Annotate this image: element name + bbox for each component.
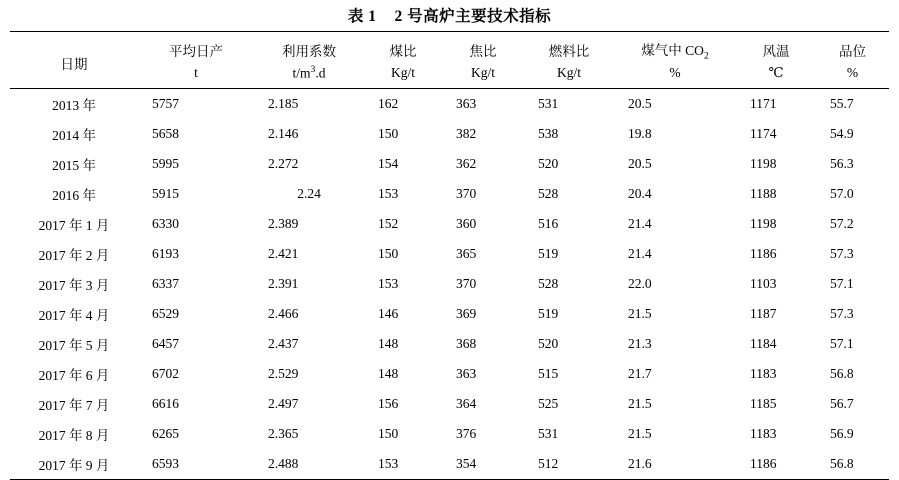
column-header-fuel-ratio: 燃料比: [548, 44, 590, 60]
cell-coal-ratio: 153: [378, 456, 399, 472]
cell-ore-grade: 56.8: [830, 366, 854, 382]
cell-ore-grade: 57.0: [830, 186, 854, 202]
cell-fuel-ratio: 525: [538, 396, 559, 412]
cell-coke-ratio: 376: [456, 426, 477, 442]
cell-daily-output: 6265: [152, 426, 179, 442]
cell-coke-ratio: 362: [456, 156, 477, 172]
cell-blast-temperature: 1188: [750, 186, 777, 202]
cell-date: 2017 年 9 月: [38, 458, 110, 474]
cell-gas-co2: 21.6: [628, 456, 652, 472]
column-unit-blast-temperature: ℃: [768, 64, 784, 80]
cell-daily-output: 6529: [152, 306, 179, 322]
cell-fuel-ratio: 520: [538, 156, 559, 172]
table-row: [10, 329, 889, 359]
cell-daily-output: 6193: [152, 246, 179, 262]
column-header-daily-output: 平均日产: [169, 44, 223, 60]
cell-blast-temperature: 1184: [750, 336, 777, 352]
table-header: [10, 32, 889, 89]
column-unit-gas-co2: %: [669, 64, 681, 80]
cell-utilization-coefficient: 2.437: [268, 336, 299, 352]
cell-coal-ratio: 150: [378, 426, 399, 442]
cell-coal-ratio: 154: [378, 156, 399, 172]
column-header-gas-co2: 煤气中 $CO_2$: [641, 43, 709, 62]
cell-coke-ratio: 369: [456, 306, 477, 322]
column-unit-utilization-coefficient: $t/m^3.d$: [292, 64, 326, 81]
table-row: [10, 359, 889, 389]
column-header-date: 日期: [60, 57, 88, 73]
header-row-names: [10, 32, 889, 63]
column-header-coal-ratio: 煤比: [389, 44, 417, 60]
cell-utilization-coefficient: 2.497: [268, 396, 299, 412]
cell-daily-output: 6330: [152, 216, 179, 232]
cell-coal-ratio: 156: [378, 396, 399, 412]
cell-utilization-coefficient: 2.529: [268, 366, 299, 382]
cell-coal-ratio: 148: [378, 366, 399, 382]
cell-ore-grade: 55.7: [830, 96, 854, 112]
cell-blast-temperature: 1171: [750, 96, 777, 112]
cell-daily-output: 5658: [152, 126, 179, 142]
cell-ore-grade: 57.1: [830, 276, 854, 292]
table-row: [10, 209, 889, 239]
cell-utilization-coefficient: 2.421: [268, 246, 299, 262]
cell-date: 2013 年: [52, 98, 96, 114]
cell-ore-grade: 54.9: [830, 126, 854, 142]
cell-date: 2017 年 3 月: [38, 278, 110, 294]
table-body: [10, 89, 889, 480]
cell-gas-co2: 21.5: [628, 306, 652, 322]
column-unit-daily-output: t: [194, 64, 198, 80]
cell-daily-output: 5995: [152, 156, 179, 172]
cell-blast-temperature: 1187: [750, 306, 777, 322]
cell-date: 2017 年 8 月: [38, 428, 110, 444]
header-row-units: [10, 63, 889, 89]
cell-gas-co2: 21.3: [628, 336, 652, 352]
cell-daily-output: 5915: [152, 186, 179, 202]
cell-ore-grade: 56.9: [830, 426, 854, 442]
cell-utilization-coefficient: 2.389: [268, 216, 299, 232]
column-header-utilization-coefficient: 利用系数: [282, 44, 336, 60]
cell-date: 2017 年 6 月: [38, 368, 110, 384]
cell-daily-output: 6337: [152, 276, 179, 292]
cell-date: 2017 年 5 月: [38, 338, 110, 354]
table-row: [10, 389, 889, 419]
cell-utilization-coefficient: 2.24: [297, 186, 321, 202]
table-row: [10, 299, 889, 329]
column-unit-fuel-ratio: Kg/t: [556, 64, 581, 80]
cell-daily-output: 5757: [152, 96, 179, 112]
table-row: [10, 269, 889, 299]
cell-coal-ratio: 146: [378, 306, 399, 322]
cell-daily-output: 6593: [152, 456, 179, 472]
table-row: [10, 89, 889, 120]
cell-gas-co2: 22.0: [628, 276, 652, 292]
cell-gas-co2: 20.5: [628, 156, 652, 172]
cell-gas-co2: 21.4: [628, 246, 652, 262]
cell-utilization-coefficient: 2.146: [268, 126, 299, 142]
cell-date: 2015 年: [52, 158, 96, 174]
cell-fuel-ratio: 531: [538, 426, 559, 442]
cell-blast-temperature: 1186: [750, 456, 777, 472]
cell-fuel-ratio: 519: [538, 306, 559, 322]
cell-utilization-coefficient: 2.272: [268, 156, 299, 172]
cell-date: 2016 年: [52, 188, 96, 204]
cell-gas-co2: 21.4: [628, 216, 652, 232]
cell-fuel-ratio: 538: [538, 126, 559, 142]
cell-date: 2017 年 1 月: [38, 218, 110, 234]
cell-ore-grade: 56.3: [830, 156, 854, 172]
cell-coke-ratio: 368: [456, 336, 477, 352]
table-row: [10, 419, 889, 449]
table-row: [10, 449, 889, 480]
cell-blast-temperature: 1183: [750, 426, 777, 442]
cell-blast-temperature: 1198: [750, 216, 777, 232]
cell-coal-ratio: 150: [378, 246, 399, 262]
tech-indicators-table: [10, 31, 889, 480]
cell-daily-output: 6457: [152, 336, 179, 352]
cell-fuel-ratio: 516: [538, 216, 559, 232]
table-row: [10, 179, 889, 209]
cell-blast-temperature: 1185: [750, 396, 777, 412]
cell-blast-temperature: 1198: [750, 156, 777, 172]
cell-coal-ratio: 152: [378, 216, 399, 232]
cell-fuel-ratio: 528: [538, 186, 559, 202]
cell-date: 2017 年 4 月: [38, 308, 110, 324]
cell-fuel-ratio: 531: [538, 96, 559, 112]
cell-utilization-coefficient: 2.488: [268, 456, 299, 472]
cell-coal-ratio: 153: [378, 186, 399, 202]
column-unit-coke-ratio: Kg/t: [470, 64, 495, 80]
cell-coke-ratio: 382: [456, 126, 477, 142]
cell-gas-co2: 21.7: [628, 366, 652, 382]
cell-gas-co2: 19.8: [628, 126, 652, 142]
column-unit-coal-ratio: Kg/t: [390, 64, 415, 80]
table-row: [10, 149, 889, 179]
cell-ore-grade: 57.1: [830, 336, 854, 352]
cell-date: 2017 年 2 月: [38, 248, 110, 264]
cell-blast-temperature: 1186: [750, 246, 777, 262]
co2-subscript: 2: [703, 51, 709, 62]
cell-coal-ratio: 150: [378, 126, 399, 142]
cell-daily-output: 6616: [152, 396, 179, 412]
cell-coal-ratio: 153: [378, 276, 399, 292]
table-row: [10, 119, 889, 149]
table-caption-label: 表 1: [347, 8, 377, 25]
cell-blast-temperature: 1183: [750, 366, 777, 382]
cell-fuel-ratio: 515: [538, 366, 559, 382]
cell-coal-ratio: 148: [378, 336, 399, 352]
cell-gas-co2: 21.5: [628, 426, 652, 442]
cell-coke-ratio: 360: [456, 216, 477, 232]
column-header-coke-ratio: 焦比: [469, 44, 497, 60]
cell-ore-grade: 57.3: [830, 306, 854, 322]
cell-coal-ratio: 162: [378, 96, 399, 112]
cell-coke-ratio: 363: [456, 366, 477, 382]
cell-gas-co2: 20.4: [628, 186, 652, 202]
cell-gas-co2: 21.5: [628, 396, 652, 412]
cell-utilization-coefficient: 2.185: [268, 96, 299, 112]
cell-date: 2017 年 7 月: [38, 398, 110, 414]
table-caption-title: 2 号高炉主要技术指标: [394, 8, 552, 25]
cell-utilization-coefficient: 2.365: [268, 426, 299, 442]
cell-blast-temperature: 1103: [750, 276, 777, 292]
cell-daily-output: 6702: [152, 366, 179, 382]
cell-utilization-coefficient: 2.391: [268, 276, 299, 292]
column-header-ore-grade: 品位: [839, 44, 866, 60]
cell-ore-grade: 56.8: [830, 456, 854, 472]
cell-gas-co2: 20.5: [628, 96, 652, 112]
cell-ore-grade: 57.2: [830, 216, 854, 232]
cell-fuel-ratio: 520: [538, 336, 559, 352]
cell-coke-ratio: 365: [456, 246, 477, 262]
cell-fuel-ratio: 512: [538, 456, 559, 472]
cubic-exponent: 3: [310, 64, 316, 75]
cell-date: 2014 年: [52, 128, 96, 144]
table-caption: [0, 0, 899, 31]
column-header-blast-temperature: 风温: [762, 44, 790, 60]
cell-fuel-ratio: 528: [538, 276, 559, 292]
cell-blast-temperature: 1174: [750, 126, 777, 142]
cell-utilization-coefficient: 2.466: [268, 306, 299, 322]
cell-ore-grade: 57.3: [830, 246, 854, 262]
cell-coke-ratio: 354: [456, 456, 477, 472]
cell-fuel-ratio: 519: [538, 246, 559, 262]
cell-coke-ratio: 363: [456, 96, 477, 112]
cell-coke-ratio: 370: [456, 186, 477, 202]
cell-ore-grade: 56.7: [830, 396, 854, 412]
table-row: [10, 239, 889, 269]
cell-coke-ratio: 364: [456, 396, 477, 412]
column-unit-ore-grade: %: [846, 64, 859, 80]
cell-coke-ratio: 370: [456, 276, 477, 292]
